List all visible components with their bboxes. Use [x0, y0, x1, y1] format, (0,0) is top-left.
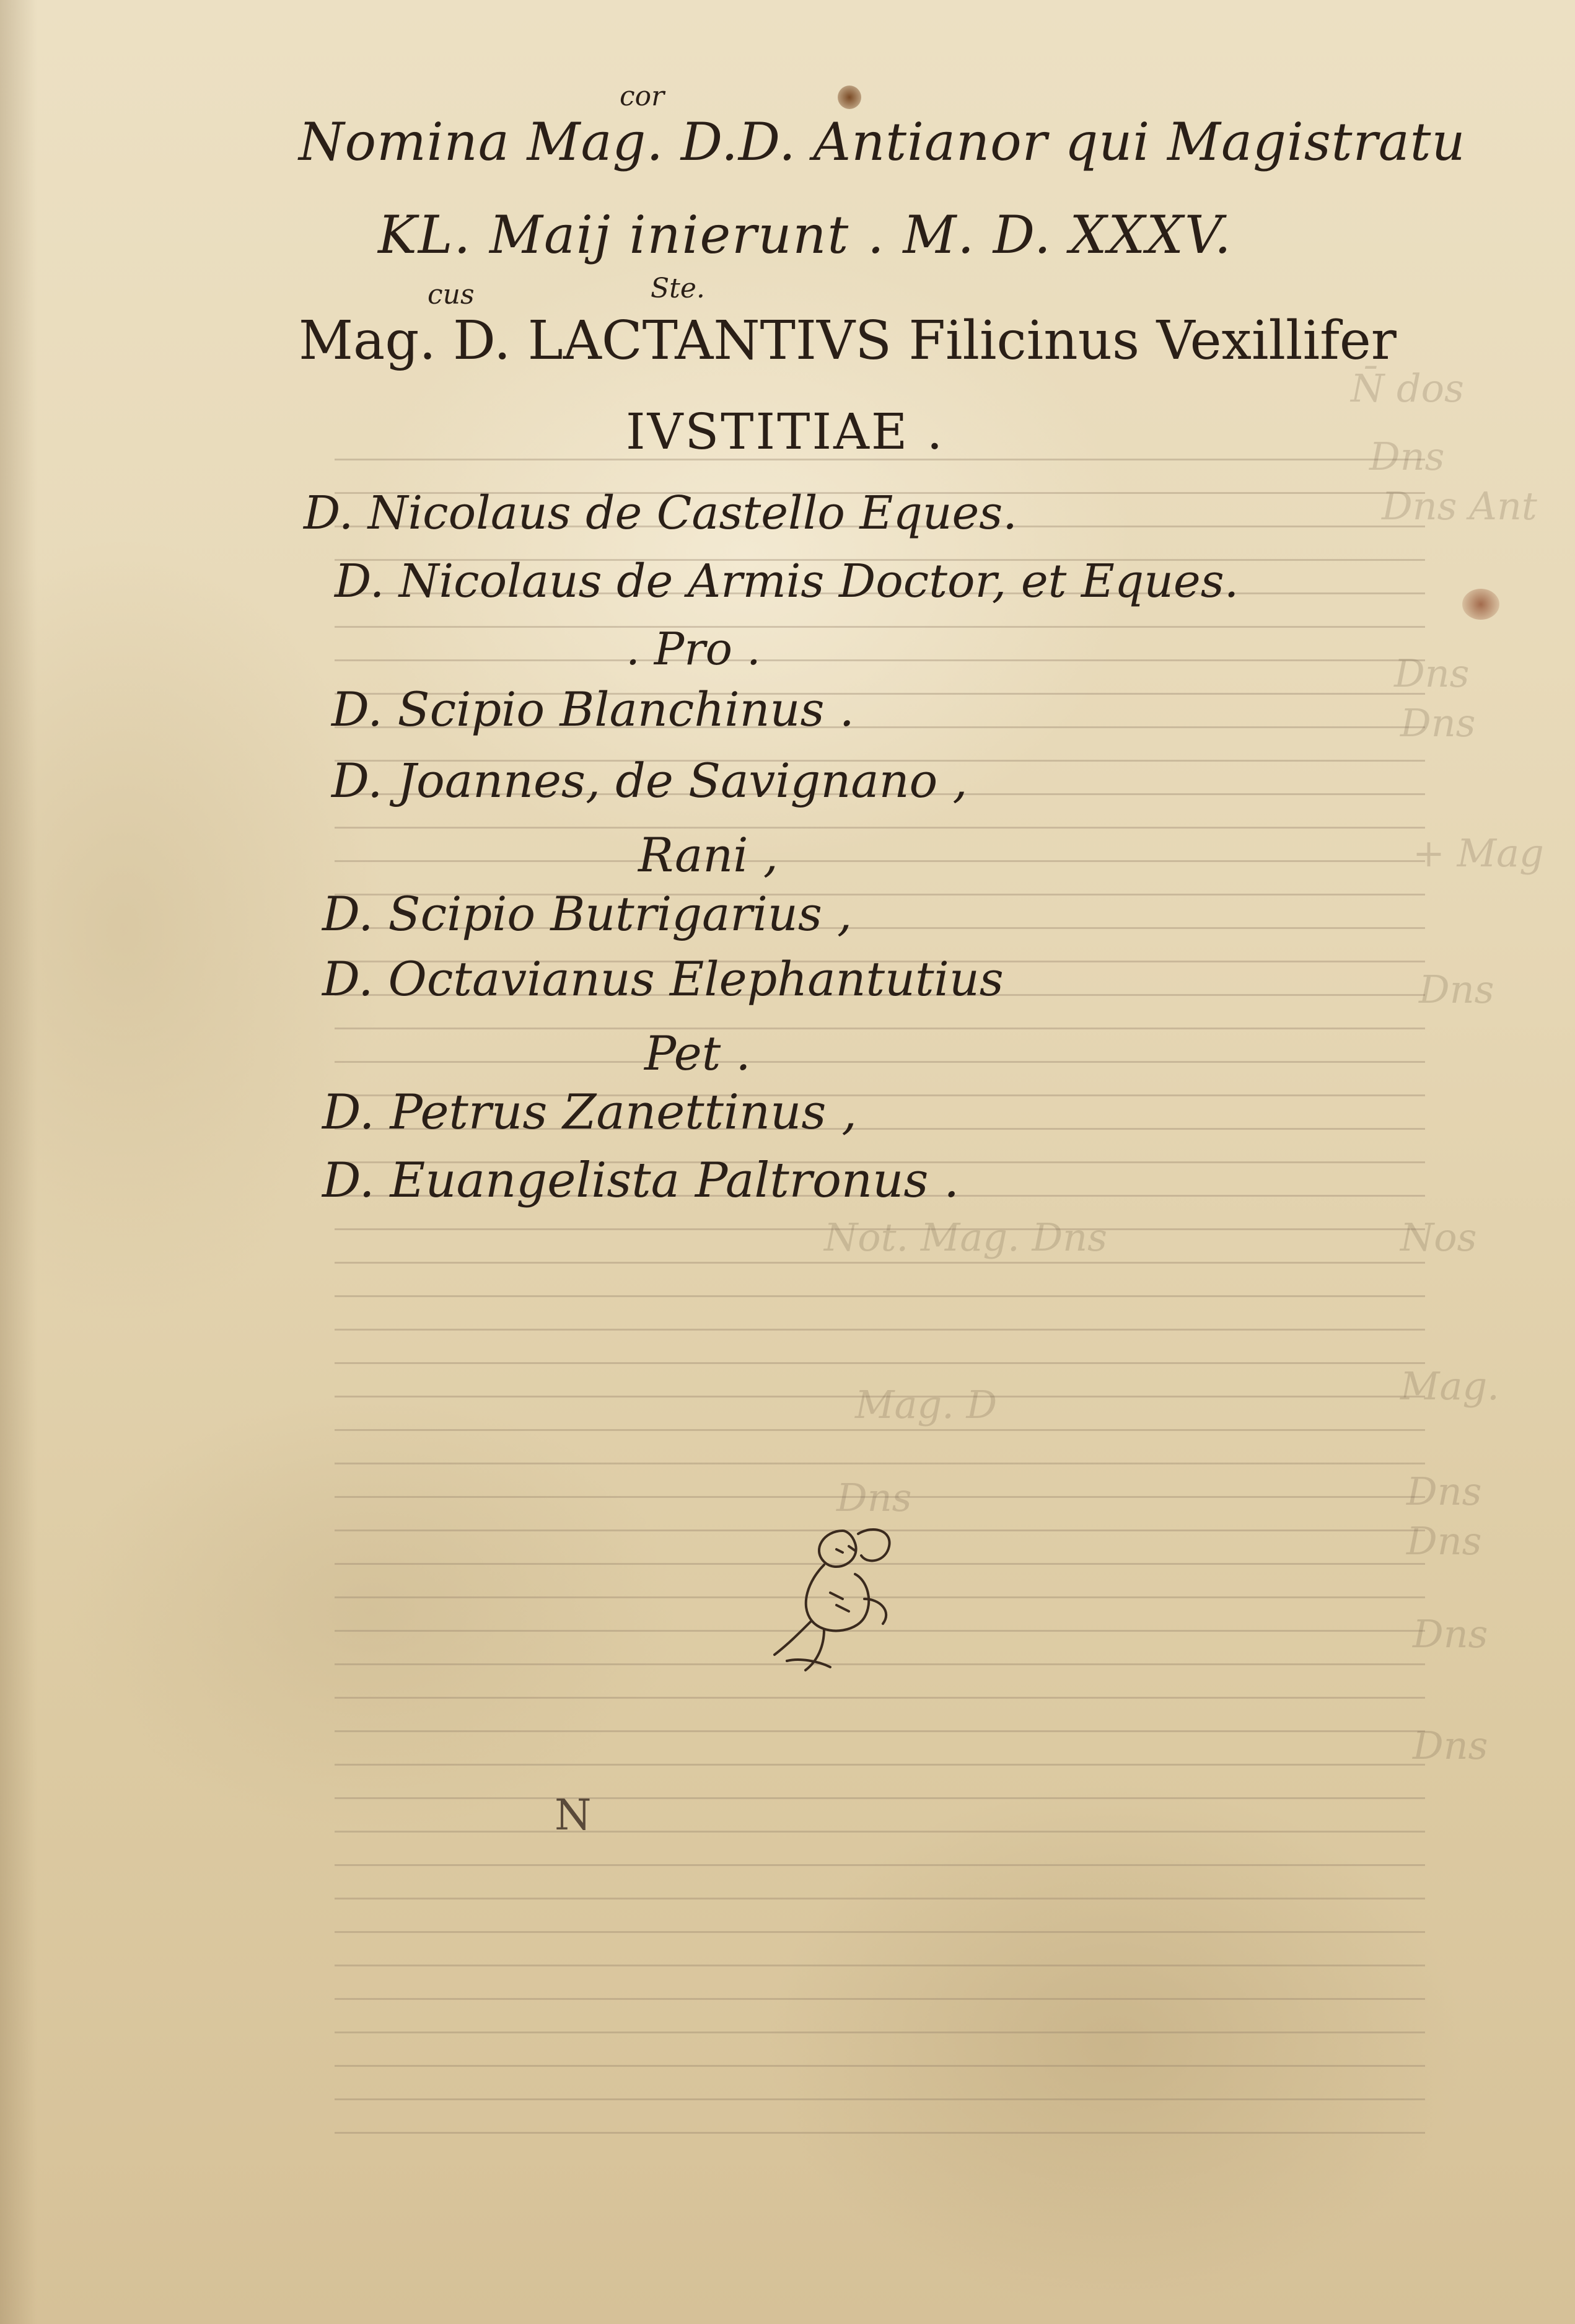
ruling-line: [335, 1764, 1425, 1766]
ruling-line: [335, 2031, 1425, 2033]
ruling-line: [335, 1697, 1425, 1699]
bleed-through-11: Dns: [1406, 1518, 1482, 1564]
ruling-line: [335, 2065, 1425, 2067]
header-superscript: cor: [620, 81, 665, 112]
ruling-line: [335, 1295, 1425, 1297]
rust-stain: [1462, 589, 1499, 620]
ruling-line: [335, 860, 1425, 862]
ruling-line: [335, 1730, 1425, 1732]
ruling-line: [335, 1028, 1425, 1029]
bleed-through-3: Dns Ant: [1382, 483, 1537, 529]
member-line: D. Nicolaus de Armis Doctor, et Eques.: [335, 555, 1239, 608]
ruling-line: [335, 1831, 1425, 1833]
member-line: D. Euangelista Paltronus .: [322, 1153, 960, 1208]
ruling-line: [335, 1931, 1425, 1933]
bleed-through-2: Dns: [1369, 434, 1445, 479]
bleed-through-10: Dns: [1406, 1469, 1482, 1514]
signature-mark: N: [555, 1791, 592, 1840]
ruling-line: [335, 1998, 1425, 2000]
bleed-through-13: Dns: [1413, 1723, 1488, 1768]
ruling-line: [335, 1429, 1425, 1431]
vexillifer-line-2: IVSTITIAE .: [626, 403, 945, 460]
quarter-heading: . Pro .: [626, 623, 761, 675]
member-line: D. Scipio Blanchinus .: [331, 682, 854, 737]
ink-stain: [838, 86, 861, 109]
member-line: D. Scipio Butrigarius ,: [322, 886, 853, 941]
vexillifer-line-1: Mag. D. LACTANTIVS Filicinus Vexillifer: [299, 310, 1397, 372]
bleed-through-1: N̄ dos: [1351, 366, 1464, 411]
quarter-heading: Pet .: [644, 1026, 751, 1081]
header-line-2: KL. Maij inierunt . M. D. XXXV.: [378, 205, 1232, 265]
header-subscript-right: Ste.: [651, 273, 705, 304]
bleed-through-16: Dns: [836, 1475, 912, 1520]
bleed-through-15: Mag. D: [855, 1382, 998, 1427]
ruling-line: [335, 626, 1425, 628]
header-line-1: Nomina Mag. D.D. Antianor qui Magistratu: [299, 112, 1466, 172]
ruling-line: [335, 1898, 1425, 1899]
bleed-through-6: + Mag: [1413, 830, 1544, 876]
quarter-heading: Rani ,: [638, 827, 778, 883]
header-subscript-left: cus: [428, 279, 475, 310]
ruling-line: [335, 827, 1425, 829]
ruling-line: [335, 2098, 1425, 2100]
member-line: D. Nicolaus de Castello Eques.: [304, 486, 1017, 540]
member-line: D. Petrus Zanettinus ,: [322, 1085, 857, 1140]
ruling-line: [335, 1864, 1425, 1866]
bleed-through-8: Nos: [1400, 1215, 1477, 1260]
member-line: D. Joannes, de Savignano ,: [331, 753, 968, 808]
bleed-through-12: Dns: [1413, 1611, 1488, 1657]
ruling-line: [335, 1463, 1425, 1464]
bleed-through-14: Not. Mag. Dns: [824, 1215, 1107, 1260]
member-line: D. Octavianus Elephantutius: [322, 951, 1004, 1006]
ruling-line: [335, 1262, 1425, 1264]
page-edge-shadow: [0, 0, 37, 2324]
ruling-line: [335, 1061, 1425, 1063]
ruling-line: [335, 1797, 1425, 1799]
ruling-line: [335, 1329, 1425, 1331]
bleed-through-4: Dns: [1394, 651, 1470, 696]
bleed-through-5: Dns: [1400, 700, 1476, 746]
ruling-line: [335, 659, 1425, 661]
marginal-sketch-drawing: [750, 1506, 948, 1692]
ruling-line: [335, 2132, 1425, 2134]
bleed-through-9: Mag.: [1400, 1363, 1499, 1409]
bleed-through-7: Dns: [1419, 967, 1494, 1012]
ruling-line: [335, 1965, 1425, 1966]
ruling-line: [335, 1362, 1425, 1364]
